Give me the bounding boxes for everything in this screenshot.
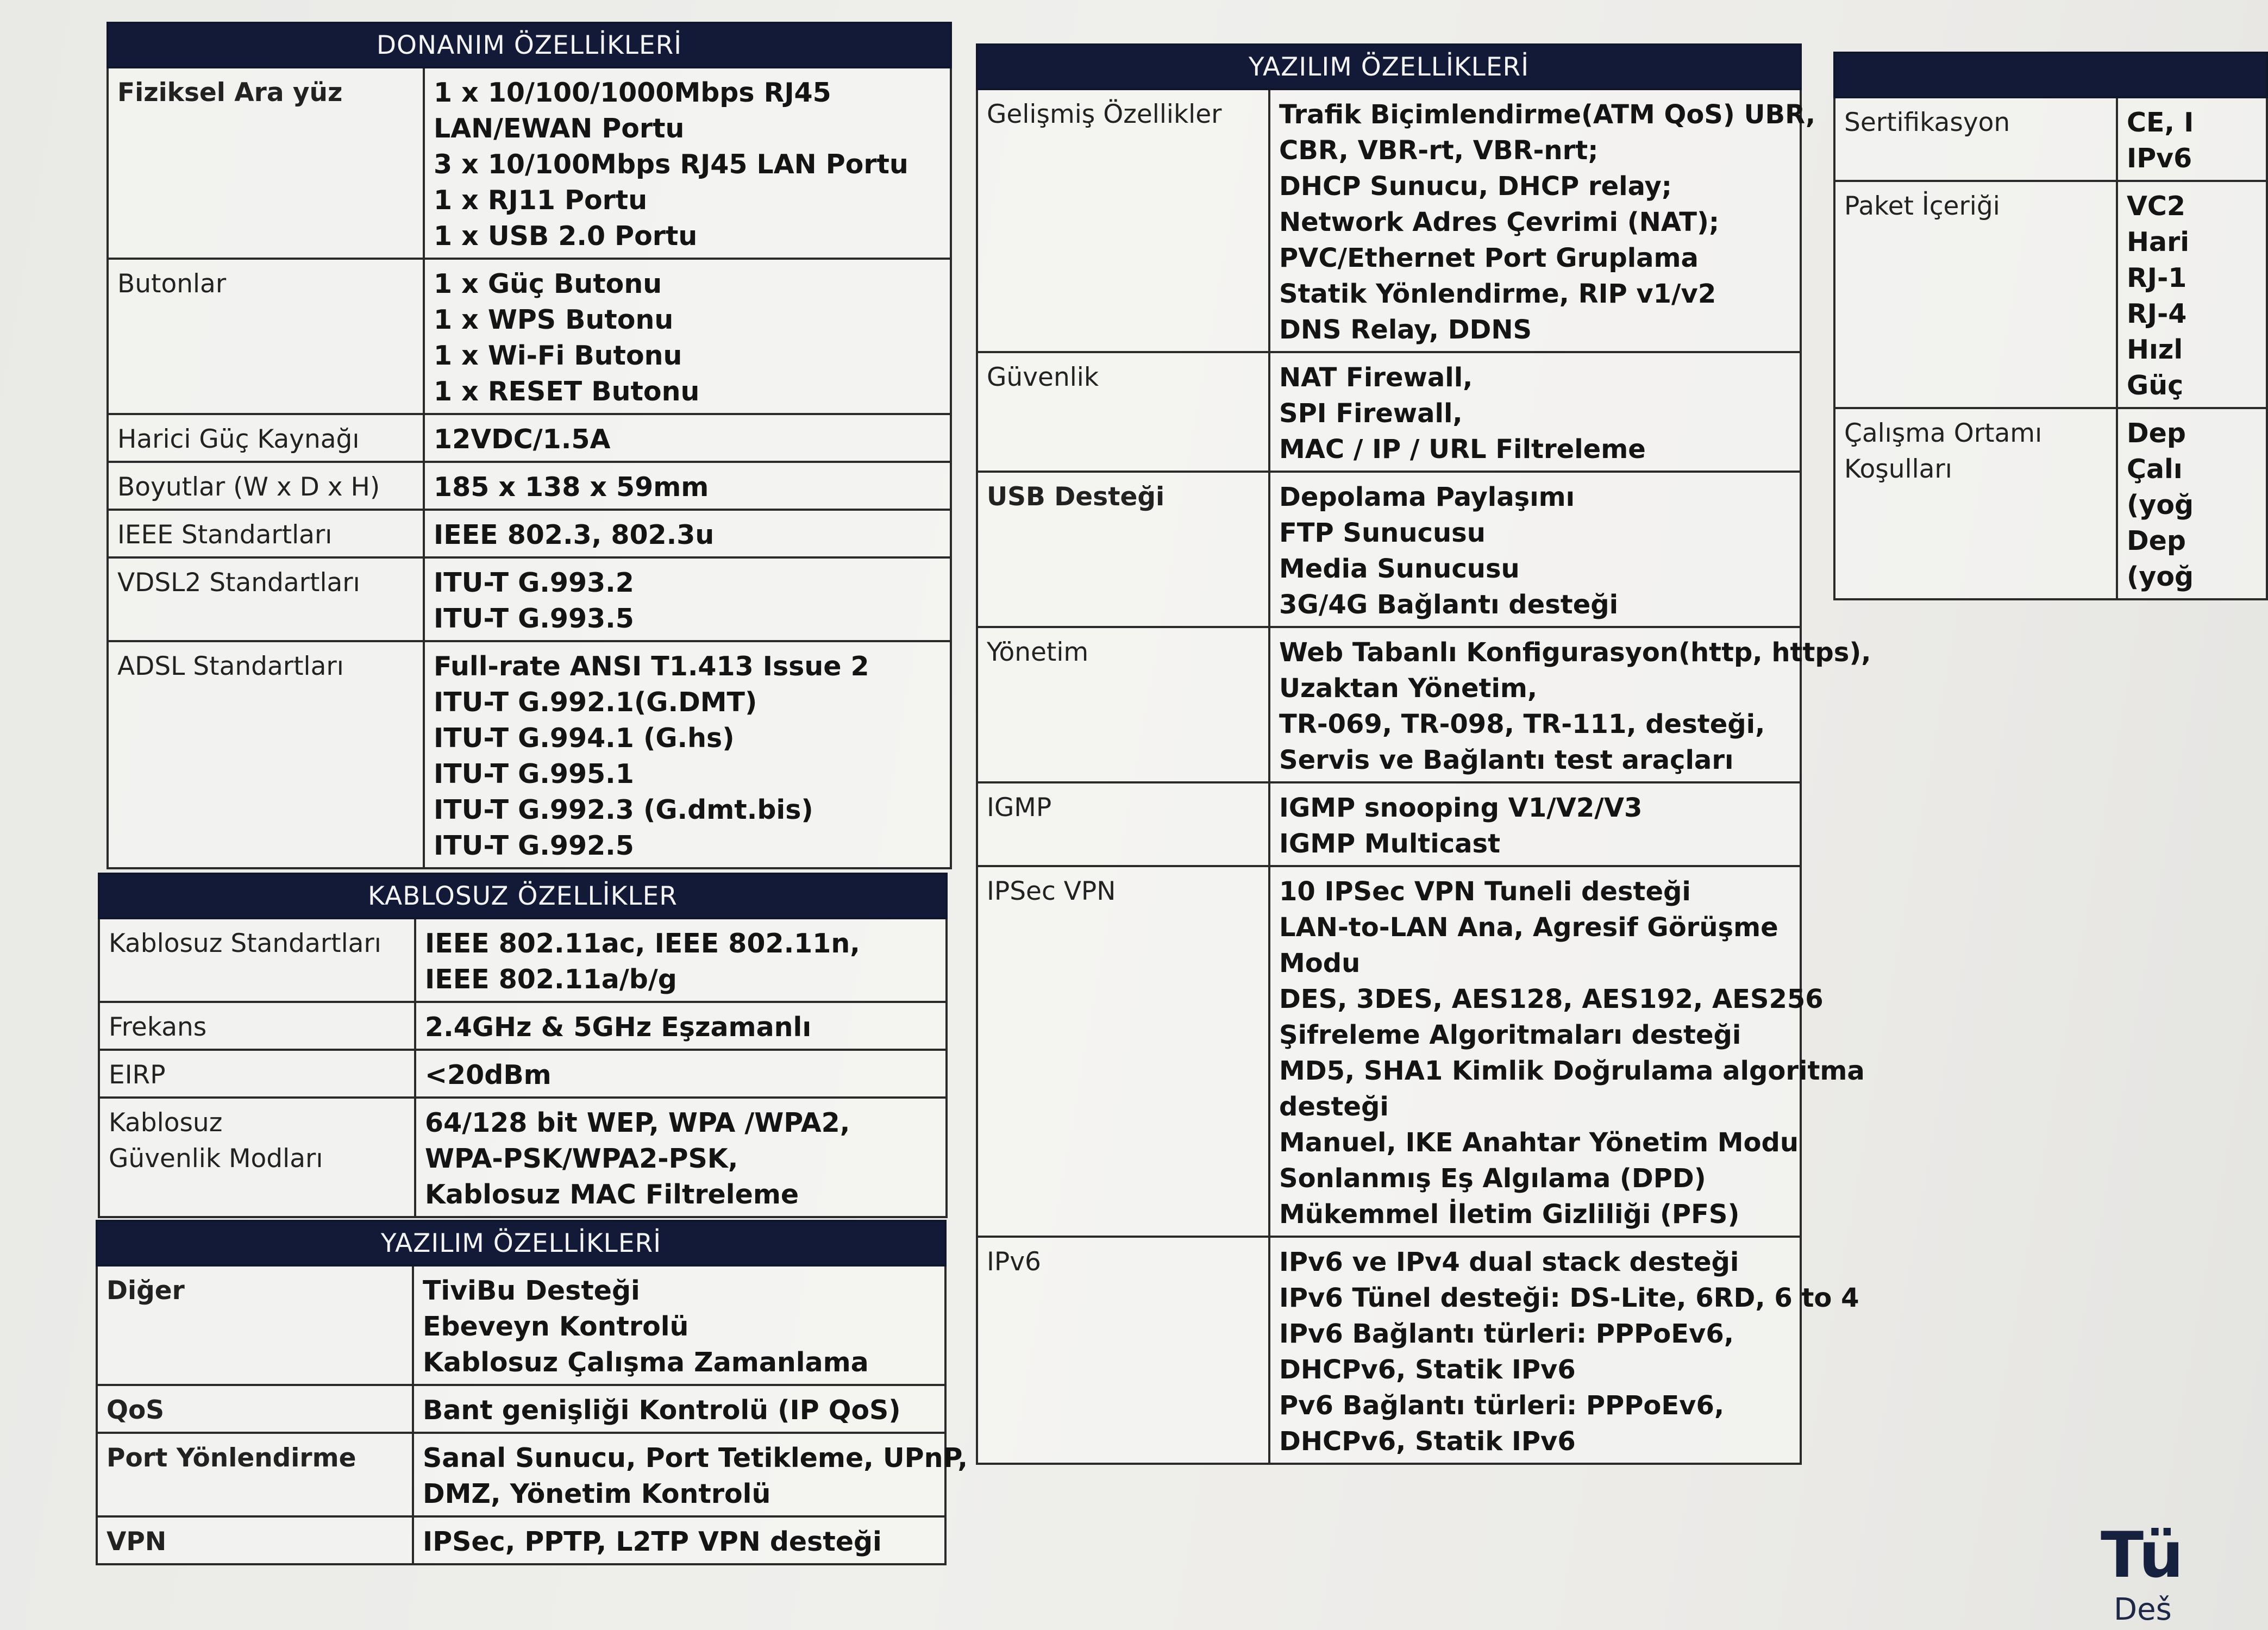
row-label: Boyutlar (W x D x H)	[108, 462, 424, 510]
value-line: IPSec, PPTP, L2TP VPN desteği	[423, 1526, 882, 1557]
table-row	[108, 557, 951, 641]
value-line: NAT Firewall,	[1279, 362, 1473, 393]
row-label: Paket İçeriği	[1834, 181, 2117, 408]
table-row	[1834, 97, 2267, 181]
table-row	[97, 1265, 945, 1385]
value-line: 3G/4G Bağlantı desteği	[1279, 590, 1619, 620]
value-line: Manuel, IKE Anahtar Yönetim Modu	[1279, 1127, 1799, 1158]
value-line: (yoğ	[2127, 490, 2194, 521]
value-line: 1 x WPS Butonu	[434, 304, 674, 335]
row-label: Yönetim	[977, 627, 1269, 782]
row-value	[415, 1050, 947, 1098]
row-value	[413, 1385, 945, 1433]
value-line: Bant genişliği Kontrolü (IP QoS)	[423, 1395, 901, 1426]
table-row	[977, 472, 1801, 627]
value-line: 1 x USB 2.0 Portu	[434, 221, 698, 252]
table-title: YAZILIM ÖZELLİKLERİ	[97, 1221, 945, 1265]
value-line: Media Sunucusu	[1279, 554, 1520, 584]
table-row	[1834, 181, 2267, 408]
row-label: VDSL2 Standartları	[108, 557, 424, 641]
value-line: IPv6 ve IPv4 dual stack desteği	[1279, 1247, 1739, 1277]
row-value	[424, 67, 951, 259]
value-line: DHCP Sunucu, DHCP relay;	[1279, 171, 1672, 202]
value-line: CE, I	[2127, 107, 2194, 138]
value-line: IPv6 Bağlantı türleri: PPPoEv6,	[1279, 1319, 1734, 1349]
value-line: MD5, SHA1 Kimlik Doğrulama algoritma	[1279, 1056, 1865, 1086]
value-line: ITU-T G.992.5	[434, 830, 634, 861]
value-line: CBR, VBR-rt, VBR-nrt;	[1279, 135, 1599, 166]
row-label: Harici Güç Kaynağı	[108, 414, 424, 462]
table-row	[97, 1433, 945, 1516]
brand-logo-text: Tü	[2101, 1519, 2185, 1592]
row-value	[415, 1002, 947, 1050]
row-label: IPSec VPN	[977, 866, 1269, 1237]
value-line: 12VDC/1.5A	[434, 424, 611, 455]
value-line: Full-rate ANSI T1.413 Issue 2	[434, 651, 869, 682]
table-row	[108, 414, 951, 462]
row-value	[424, 510, 951, 557]
table-row	[108, 462, 951, 510]
row-label: VPN	[97, 1516, 413, 1564]
row-label: IPv6	[977, 1237, 1269, 1464]
wireless-specs-table	[98, 873, 948, 1218]
value-line: Network Adres Çevrimi (NAT);	[1279, 207, 1720, 237]
row-label: EIRP	[99, 1050, 415, 1098]
other-specs-table	[1833, 52, 2268, 600]
value-line: Web Tabanlı Konfigurasyon(http, https),	[1279, 637, 1871, 668]
table-title: DONANIM ÖZELLİKLERİ	[108, 23, 951, 67]
table-row	[108, 259, 951, 414]
value-line: 64/128 bit WEP, WPA /WPA2,	[425, 1107, 850, 1138]
value-line: 1 x Wi-Fi Butonu	[434, 340, 682, 371]
table-row	[99, 1098, 947, 1217]
row-value	[2117, 97, 2267, 181]
table-title: KABLOSUZ ÖZELLİKLER	[99, 874, 947, 918]
table-row	[977, 866, 1801, 1237]
value-line: Güç	[2127, 370, 2184, 401]
row-value	[2117, 181, 2267, 408]
value-line: SPI Firewall,	[1279, 398, 1463, 429]
value-line: 3 x 10/100Mbps RJ45 LAN Portu	[434, 149, 909, 180]
row-value	[415, 1098, 947, 1217]
value-line: IEEE 802.11a/b/g	[425, 964, 677, 995]
label-line: Çalışma Ortamı	[1844, 418, 2043, 448]
value-line: Modu	[1279, 948, 1361, 979]
value-line: LAN-to-LAN Ana, Agresif Görüşme	[1279, 912, 1778, 943]
value-line: Trafik Biçimlendirme(ATM QoS) UBR,	[1279, 99, 1816, 130]
row-label: USB Desteği	[977, 472, 1269, 627]
row-value	[1269, 472, 1801, 627]
label-line: Kablosuz	[109, 1108, 223, 1138]
value-line: DMZ, Yönetim Kontrolü	[423, 1478, 771, 1509]
value-line: Depolama Paylaşımı	[1279, 482, 1575, 512]
row-value	[424, 641, 951, 868]
row-label: Sertifikasyon	[1834, 97, 2117, 181]
table-row	[977, 782, 1801, 866]
value-line: Kablosuz Çalışma Zamanlama	[423, 1347, 869, 1378]
value-line: Dep	[2127, 418, 2186, 449]
row-label: Frekans	[99, 1002, 415, 1050]
value-line: desteği	[1279, 1092, 1389, 1122]
row-label: Butonlar	[108, 259, 424, 414]
row-value	[1269, 89, 1816, 352]
value-line: ITU-T G.993.2	[434, 567, 634, 598]
value-line: Servis ve Bağlantı test araçları	[1279, 745, 1734, 775]
value-line: TR-069, TR-098, TR-111, desteği,	[1279, 709, 1765, 739]
value-line: VC2	[2127, 191, 2185, 222]
row-label: IGMP	[977, 782, 1269, 866]
value-line: 1 x RJ11 Portu	[434, 185, 648, 216]
value-line: FTP Sunucusu	[1279, 518, 1486, 548]
table-row	[99, 1050, 947, 1098]
table-row	[108, 67, 951, 259]
label-line: Koşulları	[1844, 454, 1952, 484]
value-line: DHCPv6, Statik IPv6	[1279, 1426, 1576, 1457]
table-row	[1834, 408, 2267, 599]
value-line: ITU-T G.994.1 (G.hs)	[434, 723, 735, 754]
value-line: Sanal Sunucu, Port Tetikleme, UPnP,	[423, 1443, 968, 1474]
value-line: MAC / IP / URL Filtreleme	[1279, 434, 1646, 465]
value-line: (yoğ	[2127, 561, 2194, 592]
row-label: Port Yönlendirme	[97, 1433, 413, 1516]
value-line: 2.4GHz & 5GHz Eşzamanlı	[425, 1012, 812, 1043]
value-line: Hızl	[2127, 334, 2183, 365]
row-value	[424, 462, 951, 510]
value-line: RJ-4	[2127, 298, 2187, 329]
value-line: DES, 3DES, AES128, AES192, AES256	[1279, 984, 1824, 1014]
row-value	[415, 918, 947, 1002]
row-label	[1834, 408, 2117, 599]
row-label: ADSL Standartları	[108, 641, 424, 868]
row-label	[99, 1098, 415, 1217]
value-line: Hari	[2127, 227, 2190, 258]
row-value	[1269, 352, 1801, 472]
value-line: Statik Yönlendirme, RIP v1/v2	[1279, 279, 1716, 309]
value-line: 1 x Güç Butonu	[434, 268, 662, 299]
row-value	[424, 259, 951, 414]
value-line: Mükemmel İletim Gizliliği (PFS)	[1279, 1199, 1740, 1230]
value-line: ITU-T G.992.3 (G.dmt.bis)	[434, 794, 813, 825]
software-specs-table-left	[96, 1220, 968, 1565]
table-row	[97, 1385, 945, 1433]
row-value	[413, 1516, 945, 1564]
row-label: Fiziksel Ara yüz	[108, 67, 424, 259]
row-label: Kablosuz Standartları	[99, 918, 415, 1002]
value-line: 185 x 138 x 59mm	[434, 472, 709, 503]
table-row	[108, 641, 951, 868]
value-line: Dep	[2127, 525, 2186, 556]
value-line: IPv6	[2127, 143, 2192, 174]
row-value	[413, 1433, 968, 1516]
row-label: Güvenlik	[977, 352, 1269, 472]
row-value	[1269, 866, 1865, 1237]
row-value	[2117, 408, 2267, 599]
value-line: Çalı	[2127, 454, 2183, 485]
row-value	[413, 1265, 945, 1385]
row-label: Gelişmiş Özellikler	[977, 89, 1269, 352]
value-line: ITU-T G.995.1	[434, 758, 634, 789]
value-line: Uzaktan Yönetim,	[1279, 673, 1538, 704]
value-line: PVC/Ethernet Port Gruplama	[1279, 243, 1699, 273]
value-line: IPv6 Tünel desteği: DS-Lite, 6RD, 6 to 4	[1279, 1283, 1859, 1313]
value-line: 1 x 10/100/1000Mbps RJ45	[434, 77, 831, 108]
value-line: IGMP snooping V1/V2/V3	[1279, 793, 1643, 823]
value-line: Sonlanmış Eş Algılama (DPD)	[1279, 1163, 1706, 1194]
value-line: Şifreleme Algoritmaları desteği	[1279, 1020, 1741, 1050]
row-label: Diğer	[97, 1265, 413, 1385]
row-label: QoS	[97, 1385, 413, 1433]
value-line: IEEE 802.11ac, IEEE 802.11n,	[425, 928, 860, 959]
value-line: TiviBu Desteği	[423, 1275, 640, 1306]
label-line: Güvenlik Modları	[109, 1144, 323, 1174]
value-line: Ebeveyn Kontrolü	[423, 1311, 689, 1342]
row-label: IEEE Standartları	[108, 510, 424, 557]
value-line: IEEE 802.3, 802.3u	[434, 519, 715, 550]
table-row	[977, 352, 1801, 472]
table-row	[977, 89, 1801, 352]
table-title: YAZILIM ÖZELLİKLERİ	[977, 45, 1801, 89]
value-line: 1 x RESET Butonu	[434, 376, 700, 407]
row-value	[424, 414, 951, 462]
value-line: LAN/EWAN Portu	[434, 113, 685, 144]
row-value	[1269, 782, 1801, 866]
value-line: Pv6 Bağlantı türleri: PPPoEv6,	[1279, 1390, 1725, 1421]
row-value	[1269, 627, 1871, 782]
hardware-specs-table	[106, 22, 952, 869]
row-value	[424, 557, 951, 641]
table-row	[977, 1237, 1801, 1464]
value-line: <20dBm	[425, 1060, 552, 1090]
table-title	[1834, 53, 2267, 97]
table-row	[108, 510, 951, 557]
value-line: IGMP Multicast	[1279, 829, 1501, 859]
table-row	[99, 918, 947, 1002]
table-row	[99, 1002, 947, 1050]
value-line: ITU-T G.992.1(G.DMT)	[434, 687, 757, 718]
value-line: ITU-T G.993.5	[434, 603, 634, 634]
value-line: DHCPv6, Statik IPv6	[1279, 1355, 1576, 1385]
value-line: WPA-PSK/WPA2-PSK,	[425, 1143, 738, 1174]
row-value	[1269, 1237, 1859, 1464]
value-line: RJ-1	[2127, 262, 2187, 293]
table-row	[977, 627, 1801, 782]
table-row	[97, 1516, 945, 1564]
software-specs-table-right	[976, 43, 1871, 1465]
value-line: DNS Relay, DDNS	[1279, 315, 1532, 345]
brand-subtext: Deš	[2114, 1592, 2172, 1627]
value-line: 10 IPSec VPN Tuneli desteği	[1279, 876, 1691, 907]
value-line: Kablosuz MAC Filtreleme	[425, 1179, 799, 1210]
